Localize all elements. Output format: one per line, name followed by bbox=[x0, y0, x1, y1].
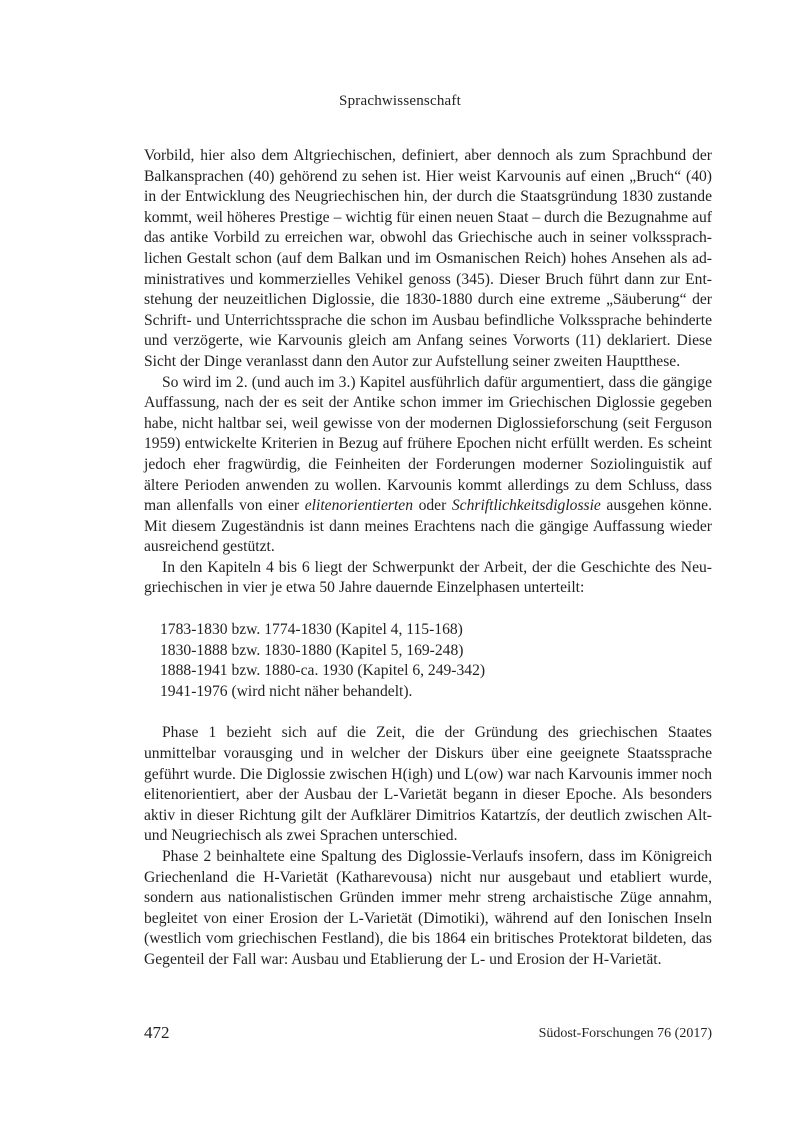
italic-term-schriftlichkeitsdiglossie: Schriftlichkeitsdiglossie bbox=[451, 497, 601, 515]
paragraph-text-middle: oder bbox=[413, 497, 452, 515]
phase-item: 1941-1976 (wird nicht näher behandelt). bbox=[160, 682, 413, 700]
journal-reference: Südost-Forschungen 76 (2017) bbox=[538, 1026, 712, 1041]
phase-item: 1888-1941 bzw. 1880-ca. 1930 (Kapitel 6, 249-342) bbox=[160, 662, 486, 680]
paragraph-phase-1: Phase 1 bezieht sich auf die Zeit, die der Gründung des griechischen Staates unmittelbar vorausging und in welcher der Diskurs über eine geeignete Staatssprache geführt wurde. Die Diglossie zwischen H(igh) und L(ow) war nach Karvounis immer noch elitenorientiert, aber der Ausbau der L-Varietät begann in dieser Epoche. Als besonders aktiv in dieser Richtung gilt der Aufklärer Dimitrios Katartzís, der deutlich zwischen Alt- und Neugriechisch als zwei Sprachen unterschied. bbox=[144, 724, 712, 845]
phase-item: 1783-1830 bzw. 1774-1830 (Kapitel 4, 115-168) bbox=[160, 621, 463, 639]
phase-item: 1830-1888 bzw. 1830-1880 (Kapitel 5, 169-248) bbox=[160, 641, 464, 659]
article-body bbox=[144, 146, 712, 971]
phase-list bbox=[160, 620, 712, 702]
paragraph-diglossia-argument bbox=[144, 373, 712, 558]
page-number: 472 bbox=[144, 1023, 170, 1042]
paragraph-chapters-intro: In den Kapiteln 4 bis 6 liegt der Schwerpunkt der Arbeit, der die Geschichte des Neugriechischen in vier je etwa 50 Jahre dauernde Einzelphasen unterteilt: bbox=[144, 558, 712, 597]
italic-term-elitenorientierten: elitenorientierten bbox=[304, 497, 414, 515]
paragraph-phase-2: Phase 2 beinhaltete eine Spaltung des Diglossie-Verlaufs insofern, dass im Königreich Griechenland die H-Varietät (Katharevousa) nicht nur ausgebaut und etabliert wurde, sondern aus nationalistischen Gründen immer mehr streng archaistische Züge annahm, begleitet von einer Erosion der L-Varietät (Dimotiki), während auf den Ionischen Inseln (westlich vom griechischen Festland), die bis 1864 ein britisches Protektorat bildeten, das Gegenteil der Fall war: Ausbau und Etablierung der L- und Erosion der H-Varietät. bbox=[144, 848, 712, 968]
paragraph-text-before: So wird im 2. (und auch im 3.) Kapitel ausführlich dafür argumentiert, dass die gängige Auffassung, nach der es seit der Antike schon immer im Griechischen Diglossie gegeben habe, nicht haltbar sei, weil gewisse von der modernen Diglossieforschung (seit Ferguson 1959) entwickelte Kriterien in Bezug auf frühere Epochen nicht erfüllt werden. Es scheint jedoch eher fragwürdig, die Feinheiten der Forderungen moderner Soziolinguistik auf ältere Perioden anwenden zu wollen. Karvounis kommt allerdings zu dem Schluss, dass man allenfalls von einer bbox=[144, 373, 712, 515]
running-header: Sprachwissenschaft bbox=[339, 93, 461, 109]
paragraph-text-after: ausgehen könne. Mit diesem Zugeständnis ist dann meines Erachtens nach die gängige Auffassung wieder ausreichend gestützt. bbox=[144, 497, 712, 556]
paragraph-continuation: Vorbild, hier also dem Altgriechischen, definiert, aber dennoch als zum Sprachbund der Balkansprachen (40) gehörend zu sehen ist. Hier weist Karvounis auf einen „Bruch“ (40) in der Entwicklung des Neugriechischen hin, der durch die Staatsgründung 1830 zustande kommt, weil höheres Prestige – wichtig für einen neuen Staat – durch die Bezugnahme auf das antike Vorbild zu erreichen war, obwohl das Griechische auch in seiner volkssprachlichen Gestalt schon (auf dem Balkan und im Osmanischen Reich) hohes Ansehen als administratives und kommerzielles Vehikel genoss (345). Dieser Bruch führt dann zur Entstehung der neuzeitlichen Diglossie, die 1830-1880 durch eine extreme „Säuberung“ der Schrift- und Unterrichtssprache die schon im Ausbau befindliche Volkssprache behinderte und verzögerte, wie Karvounis gleich am Anfang seines Vorworts (11) deklariert. Diese Sicht der Dinge veranlasst dann den Autor zur Aufstellung seiner zweiten Hauptthese. bbox=[144, 147, 712, 370]
